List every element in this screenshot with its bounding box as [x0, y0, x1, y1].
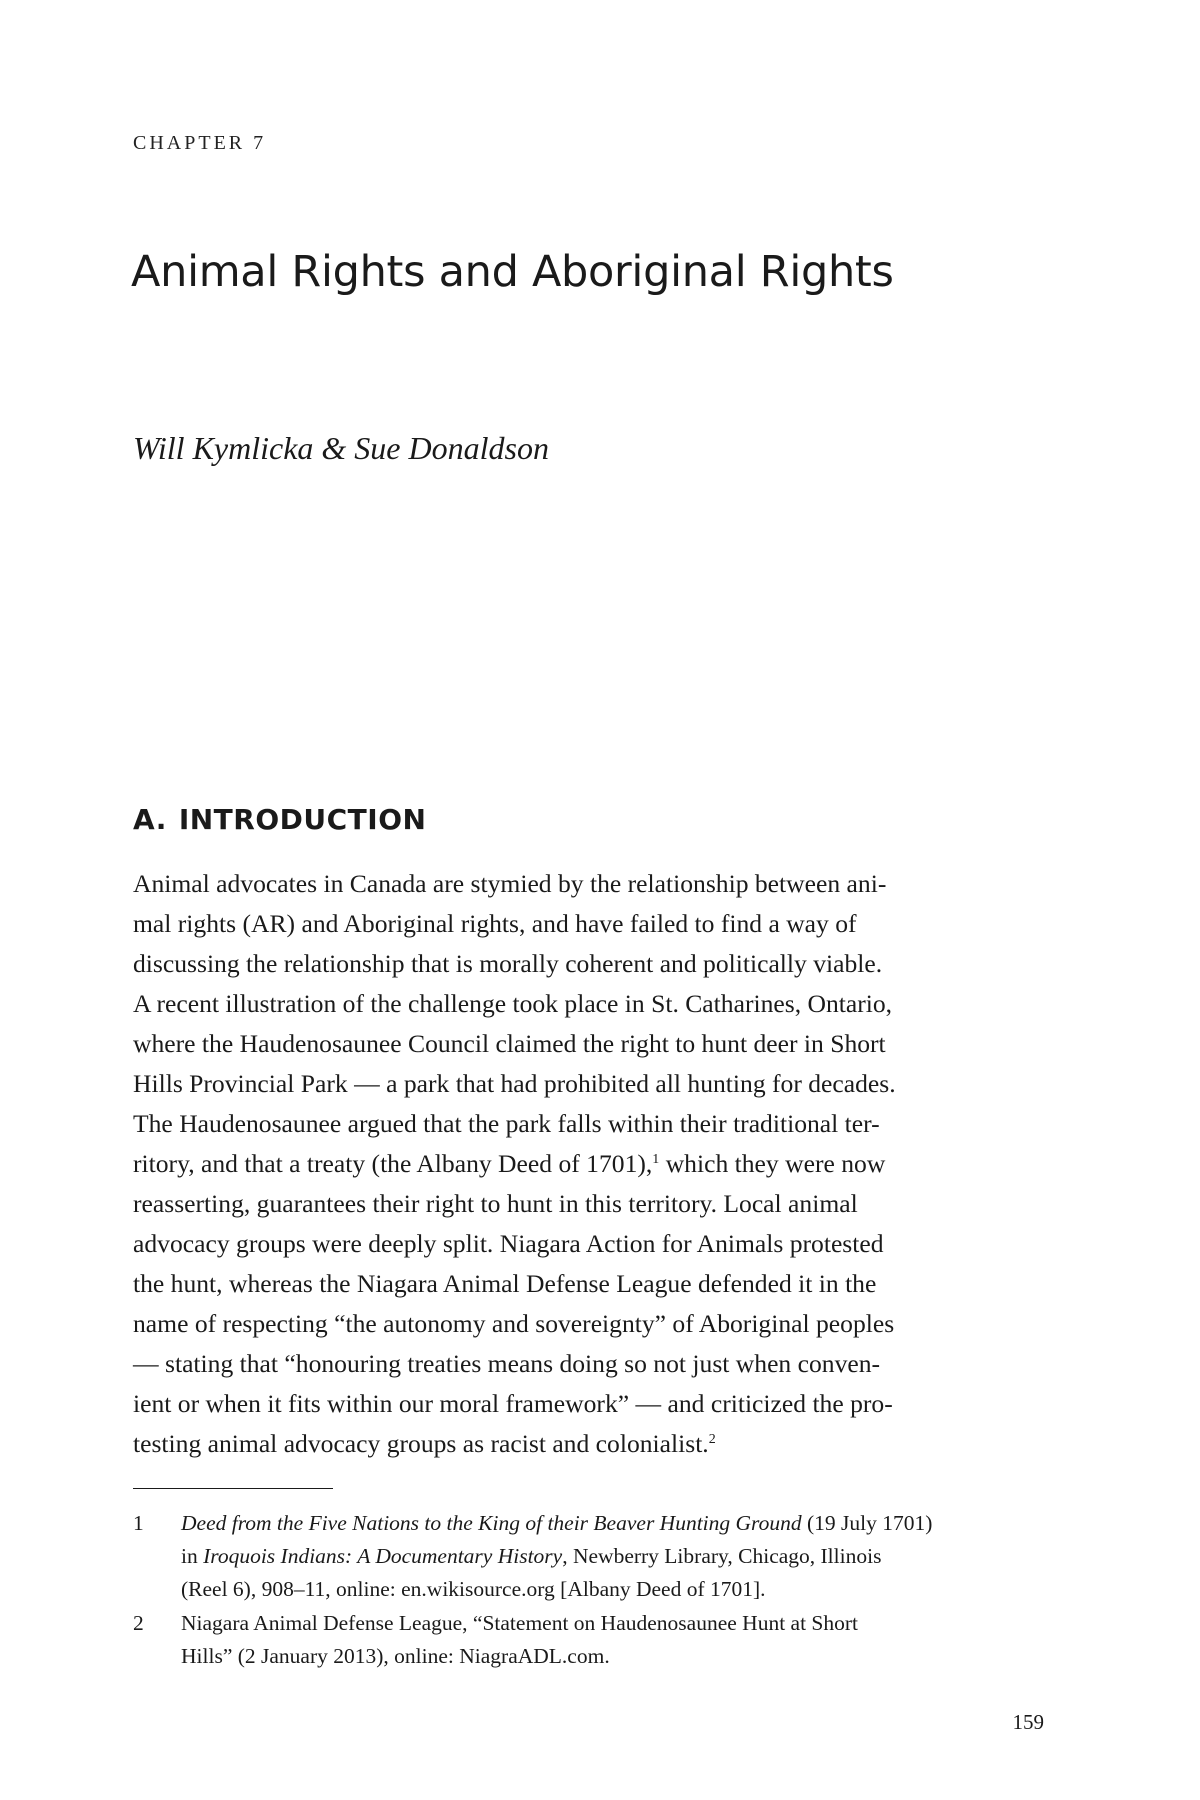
footnote-text: , Newberry Library, Chicago, Illinois: [562, 1544, 882, 1568]
chapter-authors: Will Kymlicka & Sue Donaldson: [133, 430, 549, 466]
footnote-italic-title: Iroquois Indians: A Documentary History: [203, 1544, 563, 1568]
body-line: A recent illustration of the challenge took place in St. Catharines, Ontario,: [133, 989, 893, 1018]
body-line: mal rights (AR) and Aboriginal rights, and have failed to find a way of: [133, 909, 857, 938]
chapter-label: CHAPTER 7: [133, 132, 267, 154]
footnote-line: Niagara Animal Defense League, “Statement on Haudenosaunee Hunt at Short: [181, 1611, 859, 1635]
body-line: Hills Provincial Park — a park that had prohibited all hunting for decades.: [133, 1069, 896, 1098]
body-line: advocacy groups were deeply split. Niagara Action for Animals protested: [133, 1229, 884, 1258]
footnote-2: [133, 1607, 1045, 1673]
footnote-number: 2: [133, 1611, 144, 1635]
section-title: INTRODUCTION: [178, 803, 427, 836]
body-line: the hunt, whereas the Niagara Animal Defense League defended it in the: [133, 1269, 877, 1298]
footnote-text: (19 July 1701): [801, 1511, 933, 1535]
footnote-line: [181, 1540, 1045, 1573]
body-line: [133, 1424, 1045, 1464]
body-line-text: testing animal advocacy groups as racist and colonialist.: [133, 1429, 709, 1458]
body-line: [133, 1144, 1045, 1184]
body-line: reasserting, guarantees their right to hunt in this territory. Local animal: [133, 1189, 858, 1218]
footnotes: [133, 1507, 1045, 1674]
footnote-divider: [133, 1488, 333, 1489]
section-heading: [133, 803, 426, 836]
body-line: discussing the relationship that is morally coherent and politically viable.: [133, 949, 883, 978]
footnote-line: Hills” (2 January 2013), online: NiagraADL.com.: [181, 1644, 610, 1668]
body-line: — stating that “honouring treaties means doing so not just when conven-: [133, 1349, 881, 1378]
footnote-text: in: [181, 1544, 204, 1568]
footnote-ref-2[interactable]: 2: [708, 1432, 716, 1447]
body-line: name of respecting “the autonomy and sovereignty” of Aboriginal peoples: [133, 1309, 895, 1338]
footnote-number: 1: [133, 1511, 144, 1535]
chapter-title: Animal Rights and Aboriginal Rights: [131, 247, 894, 297]
body-line-text: ritory, and that a treaty (the Albany Deed of 1701),: [133, 1149, 653, 1178]
body-line-text: which they were now: [659, 1149, 886, 1178]
footnote-line: (Reel 6), 908–11, online: en.wikisource.org [Albany Deed of 1701].: [181, 1577, 766, 1601]
footnote-1: [133, 1507, 1045, 1606]
body-line: The Haudenosaunee argued that the park falls within their traditional ter-: [133, 1109, 880, 1138]
body-paragraph: [133, 864, 1045, 1464]
page-number: 159: [1012, 1710, 1044, 1734]
body-line: Animal advocates in Canada are stymied by the relationship between ani-: [133, 869, 887, 898]
footnote-italic-title: Deed from the Five Nations to the King of their Beaver Hunting Ground: [181, 1511, 802, 1535]
body-line: ient or when it fits within our moral framework” — and criticized the pro-: [133, 1389, 893, 1418]
section-number: A.: [133, 803, 167, 836]
footnote-line: [181, 1507, 1045, 1540]
body-line: where the Haudenosaunee Council claimed the right to hunt deer in Short: [133, 1029, 886, 1058]
footnote-ref-1[interactable]: 1: [652, 1152, 660, 1167]
